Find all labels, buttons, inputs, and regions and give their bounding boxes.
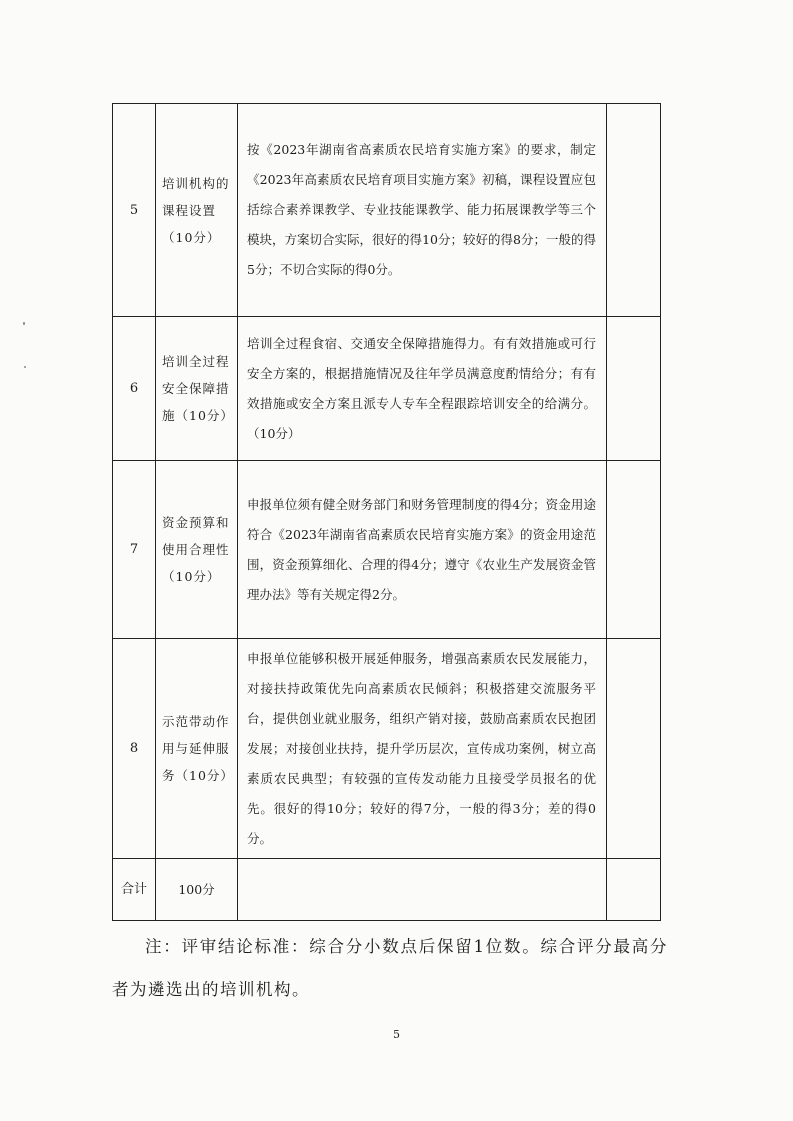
total-label: 合计 <box>113 859 156 921</box>
total-description <box>238 859 607 921</box>
scan-speck <box>24 366 26 368</box>
criterion-description: 申报单位须有健全财务部门和财务管理制度的得4分；资金用途符合《2023年湖南省高素质农民培育实施方案》的资金用途范围，资金预算细化、合理的得4分；遵守《农业生产发展资金管理办法》等有关规定得2分。 <box>238 461 607 639</box>
criterion-item: 培训全过程安全保障措施（10分） <box>156 317 238 461</box>
criterion-item: 示范带动作用与延伸服务（10分） <box>156 639 238 859</box>
table-row <box>113 104 661 317</box>
score-cell <box>607 104 661 317</box>
row-number: 7 <box>113 461 156 639</box>
table-row <box>113 317 661 461</box>
score-cell <box>607 639 661 859</box>
criterion-description: 培训全过程食宿、交通安全保障措施得力。有有效措施或可行安全方案的，根据措施情况及往年学员满意度酌情给分；有有效措施或安全方案且派专人专车全程跟踪培训安全的给满分。（10分） <box>238 317 607 461</box>
score-cell <box>607 317 661 461</box>
table-row <box>113 461 661 639</box>
score-cell <box>607 461 661 639</box>
criterion-item: 资金预算和使用合理性（10分） <box>156 461 238 639</box>
table-row <box>113 639 661 859</box>
table-total-row <box>113 859 661 921</box>
row-number: 5 <box>113 104 156 317</box>
page-number: 5 <box>393 1028 400 1041</box>
criterion-item: 培训机构的课程设置（10分） <box>156 104 238 317</box>
criterion-description: 按《2023年湖南省高素质农民培育实施方案》的要求，制定《2023年高素质农民培育项目实施方案》初稿，课程设置应包括综合素养课教学、专业技能课教学、能力拓展课教学等三个模块，方案切合实际，很好的得10分；较好的得8分；一般的得5分；不切合实际的得0分。 <box>238 104 607 317</box>
total-value: 100分 <box>156 859 238 921</box>
row-number: 8 <box>113 639 156 859</box>
total-score-cell <box>607 859 661 921</box>
row-number: 6 <box>113 317 156 461</box>
evaluation-note: 注：评审结论标准：综合分小数点后保留1位数。综合评分最高分者为遴选出的培训机构。 <box>112 937 668 999</box>
scan-speck <box>23 322 25 325</box>
criterion-description: 申报单位能够积极开展延伸服务，增强高素质农民发展能力，对接扶持政策优先向高素质农民倾斜；积极搭建交流服务平台，提供创业就业服务，组织产销对接，鼓励高素质农民抱团发展；对接创业扶持，提升学历层次，宣传成功案例，树立高素质农民典型；有较强的宣传发动能力且接受学员报名的优先。很好的得10分；较好的得7分，一般的得3分；差的得0分。 <box>238 639 607 859</box>
scoring-criteria-table <box>112 103 661 921</box>
